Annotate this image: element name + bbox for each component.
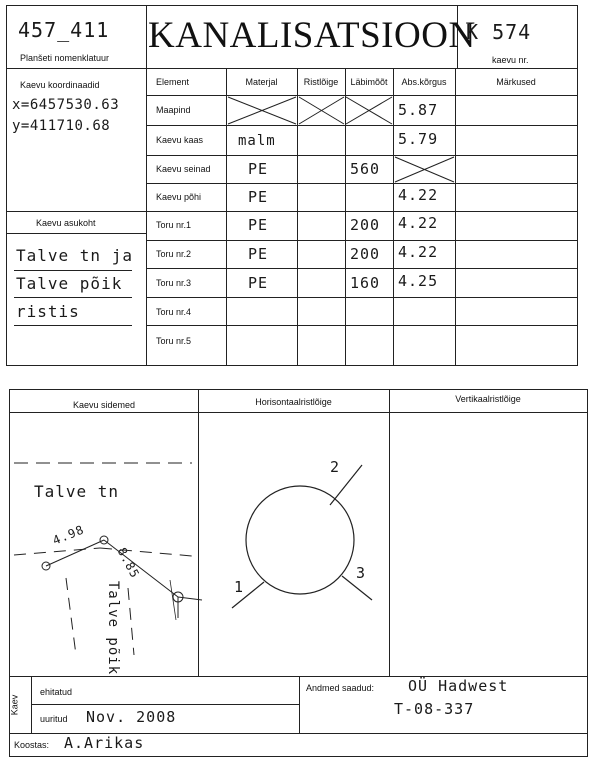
cell-height: 5.87 <box>398 101 439 119</box>
well-number-value: K 574 <box>466 20 532 44</box>
sketch-distance-b: 8.85 <box>114 545 143 581</box>
row-element: Toru nr.1 <box>156 220 192 230</box>
location-label: Kaevu asukoht <box>36 218 96 228</box>
sketch-distance-a: 4.98 <box>50 522 87 548</box>
row-element: Kaevu seinad <box>156 164 211 174</box>
footer-built-label: ehitatud <box>40 687 73 697</box>
cell-diameter: 560 <box>350 160 381 178</box>
location-line-1: Talve tn ja <box>16 246 133 265</box>
footer-data-by-value: OÜ Hadwest <box>408 677 509 695</box>
sketch-col-label-horizontal: Horisontaalristlõige <box>255 397 332 407</box>
cell-material: PE <box>248 274 269 292</box>
nomenclature-value: 457_411 <box>18 18 110 42</box>
sketch-col-label-vertical: Vertikaalristlõige <box>455 394 521 404</box>
footer-side-label: Kaev <box>9 694 20 716</box>
row-element: Kaevu kaas <box>156 135 204 145</box>
location-line-3: ristis <box>16 302 80 321</box>
col-header-notes: Märkused <box>496 77 536 87</box>
coordinate-y: y=411710.68 <box>12 118 111 134</box>
pipe-number-3: 3 <box>356 564 367 582</box>
col-header-section: Ristlõige <box>303 77 339 87</box>
row-element: Maapind <box>156 105 191 115</box>
cell-height: 4.22 <box>398 214 439 232</box>
footer-author-label: Koostas: <box>14 740 50 750</box>
footer-author-value: A.Arikas <box>64 734 145 752</box>
cell-material: malm <box>238 133 276 149</box>
pipe-number-1: 1 <box>234 578 245 596</box>
row-element: Toru nr.2 <box>156 249 192 259</box>
coordinates-label: Kaevu koordinaadid <box>20 80 100 90</box>
cell-diameter: 160 <box>350 274 381 292</box>
row-element: Kaevu põhi <box>156 192 202 202</box>
cell-material: PE <box>248 245 269 263</box>
footer-surveyed-label: uuritud <box>40 714 68 724</box>
sketch-street-label: Talve tn <box>34 482 120 501</box>
col-header-element: Element <box>156 77 190 87</box>
footer-data-by-label: Andmed saadud: <box>306 683 375 693</box>
cell-height: 4.22 <box>398 186 439 204</box>
page-title: KANALISATSIOON <box>148 15 476 56</box>
cell-height: 4.22 <box>398 243 439 261</box>
col-header-diameter: Läbimõõt <box>350 77 388 87</box>
cell-height: 4.25 <box>398 272 439 290</box>
coordinate-x: x=6457530.63 <box>12 97 120 113</box>
footer-job-number: T-08-337 <box>394 700 475 718</box>
location-line-2: Talve põik <box>16 274 123 293</box>
row-element: Toru nr.4 <box>156 307 192 317</box>
horizontal-section-sketch <box>232 465 372 608</box>
cell-diameter: 200 <box>350 216 381 234</box>
pipe-number-2: 2 <box>330 458 341 476</box>
footer-surveyed-value: Nov. 2008 <box>86 708 177 726</box>
cell-material: PE <box>248 216 269 234</box>
row-element: Toru nr.3 <box>156 278 192 288</box>
cell-material: PE <box>248 160 269 178</box>
nomenclature-label: Planšeti nomenklatuur <box>20 53 110 63</box>
cell-diameter: 200 <box>350 245 381 263</box>
col-header-height: Abs.kõrgus <box>401 77 447 87</box>
sketch-side-street-label: Talve põik <box>105 580 122 676</box>
col-header-material: Materjal <box>245 77 278 87</box>
well-number-label: kaevu nr. <box>492 55 529 65</box>
cell-material: PE <box>248 188 269 206</box>
sketch-col-label-ties: Kaevu sidemed <box>72 400 136 410</box>
cell-height: 5.79 <box>398 130 439 148</box>
row-element: Toru nr.5 <box>156 336 192 346</box>
